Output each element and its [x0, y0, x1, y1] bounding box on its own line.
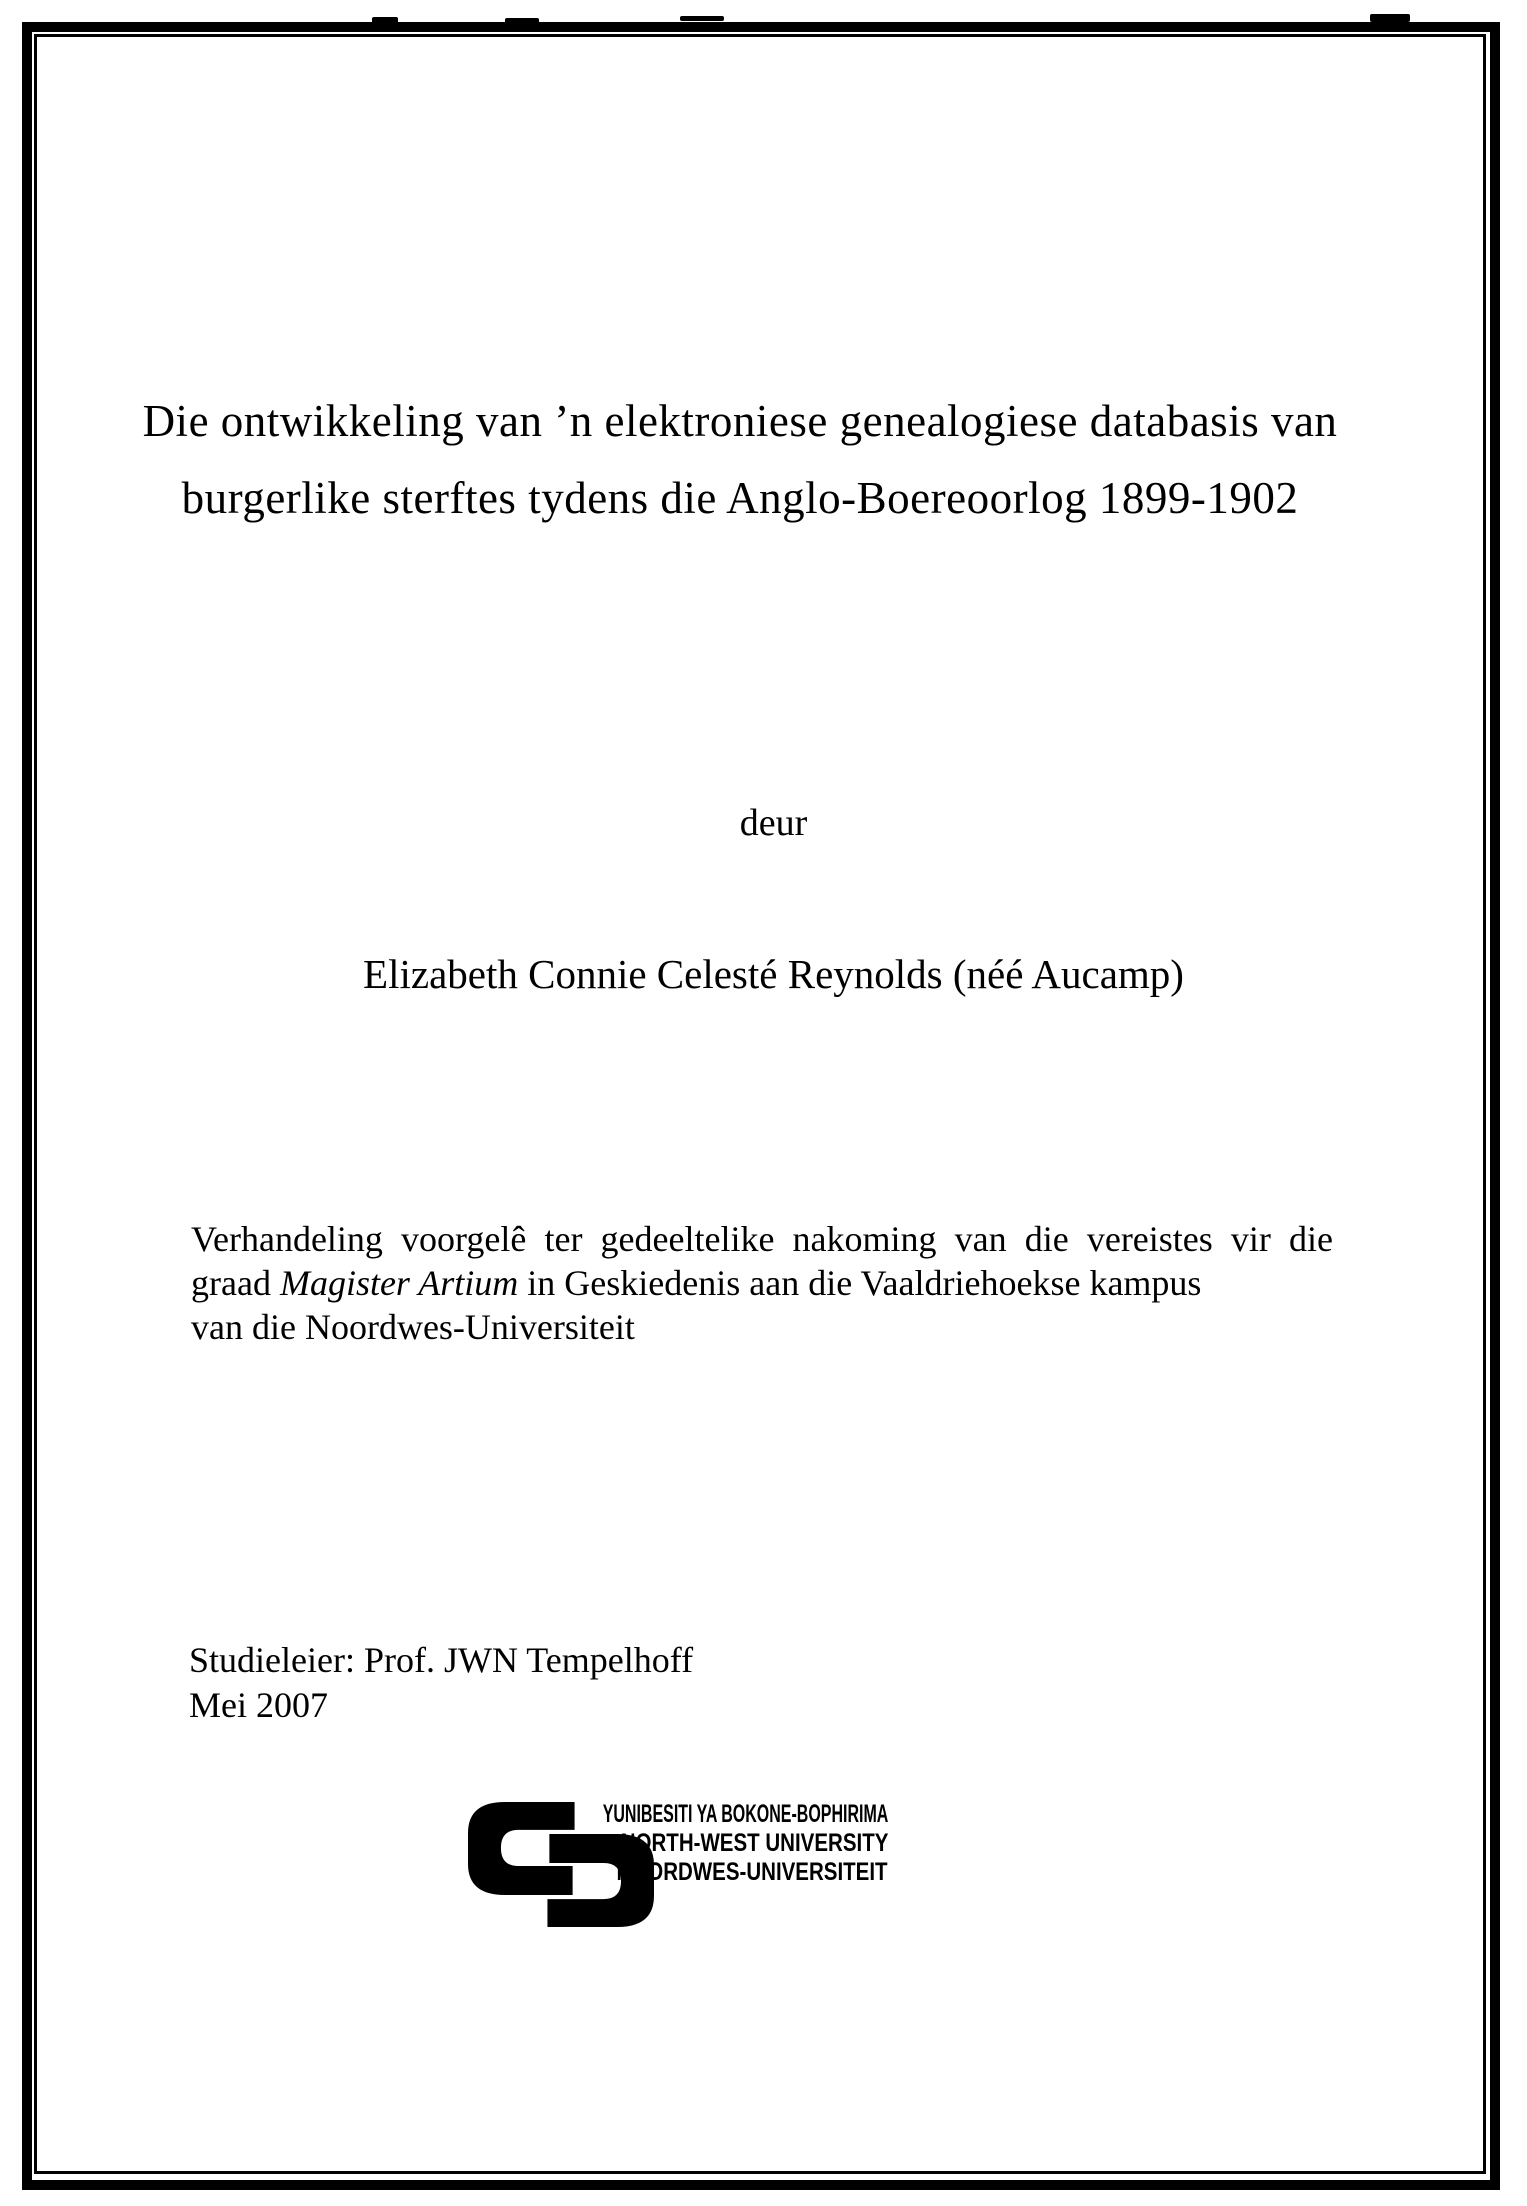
byline: deur — [739, 802, 808, 844]
degree-statement-line3: van die Noordwes-Universiteit — [191, 1307, 635, 1347]
logo-text-english: NORTH-WEST UNIVERSITY — [620, 1829, 888, 1857]
logo-text-setswana: YUNIBESITI YA BOKONE-BOPHIRIMA — [602, 1800, 888, 1828]
scan-artifact — [372, 17, 398, 24]
thesis-title-line2: burgerlike sterftes tydens die Anglo-Boereoorlog 1899-1902 — [181, 473, 1299, 523]
logo-text-afrikaans: NOORDWES-UNIVERSITEIT — [616, 1858, 888, 1886]
supervisor-line: Studieleier: Prof. JWN Tempelhoff — [189, 1640, 694, 1680]
thesis-title-line1: Die ontwikkeling van ’n elektroniese genealogiese databasis van — [142, 396, 1338, 446]
supervisor-block — [189, 1638, 693, 1728]
degree-statement — [191, 1217, 1333, 1349]
degree-statement-line2-pre: graad — [191, 1263, 280, 1303]
scan-artifact — [505, 18, 539, 24]
degree-name-italic: Magister Artium — [279, 1263, 519, 1303]
scan-artifact — [680, 16, 724, 21]
scan-artifact — [1370, 14, 1410, 22]
degree-statement-line1: Verhandeling voorgelê ter gedeeltelike nakoming van die vereistes vir die — [191, 1219, 1333, 1259]
date-line: Mei 2007 — [189, 1685, 328, 1725]
university-logo-text — [442, 1800, 888, 1887]
scan-artifact — [938, 24, 970, 31]
degree-statement-line2-post: in Geskiedenis aan die Vaaldriehoekse kampus — [518, 1263, 1202, 1303]
degree-statement-line2 — [191, 1261, 1333, 1305]
author-name: Elizabeth Connie Celesté Reynolds (néé Aucamp) — [363, 951, 1184, 997]
thesis-title — [0, 383, 1480, 537]
